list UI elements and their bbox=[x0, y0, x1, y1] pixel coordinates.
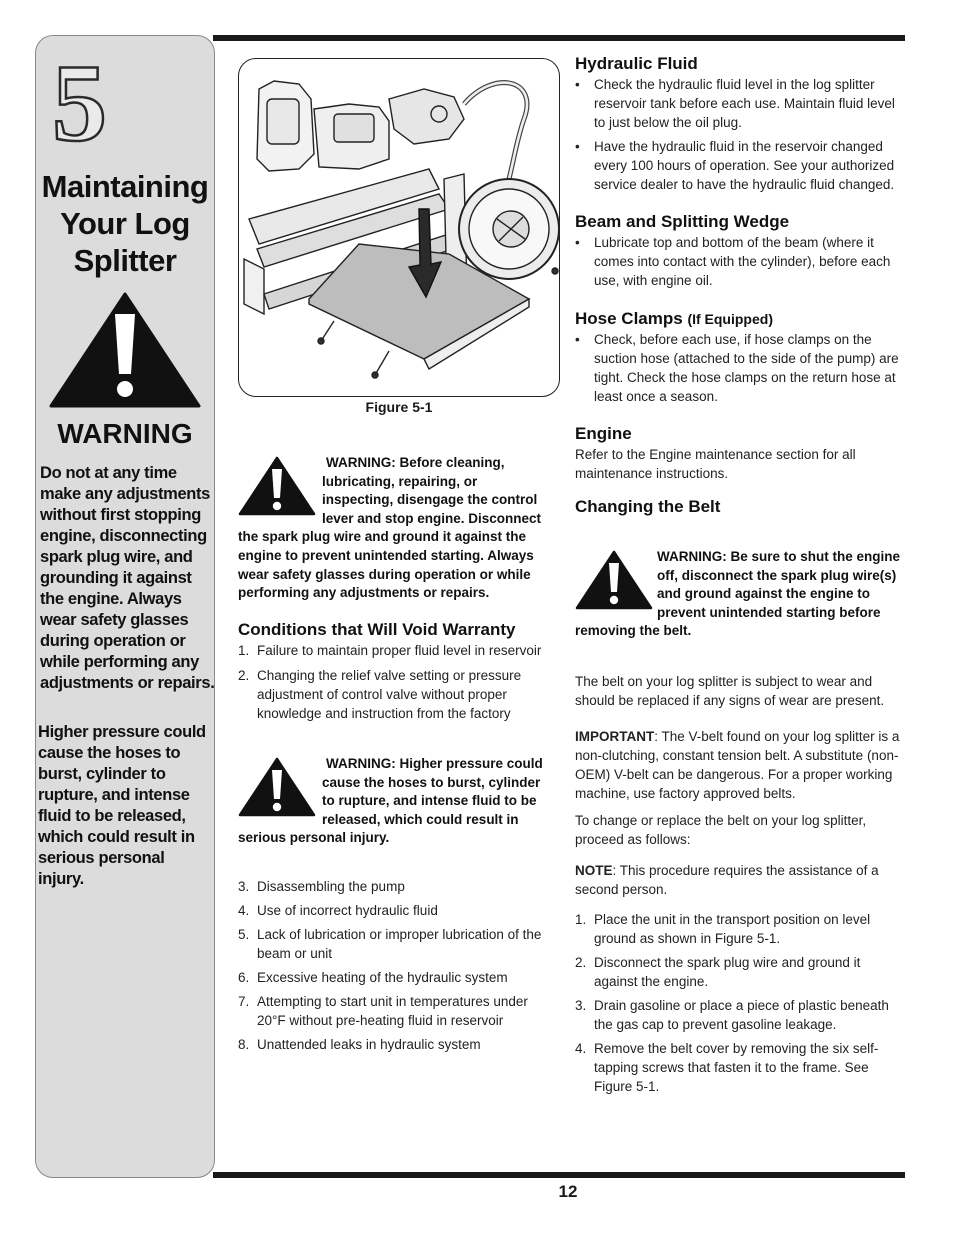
note-text bbox=[575, 861, 907, 899]
beam-list bbox=[575, 233, 905, 295]
warranty-heading: Conditions that Will Void Warranty bbox=[238, 620, 516, 639]
list-item: • Check, before each use, if hose clamps on the suction hose (attached to the side of the pump) are tight. Check the hose clamps on the return hose at least once a season. bbox=[575, 332, 899, 404]
hose-heading bbox=[575, 309, 773, 329]
list-item: 4. Use of incorrect hydraulic fluid bbox=[238, 903, 438, 918]
top-rule bbox=[213, 35, 905, 41]
warning-triangle-icon bbox=[238, 757, 316, 817]
page-number: 12 bbox=[558, 1182, 578, 1201]
warning-belt-text: WARNING: Be sure to shut the engine off, disconnect the spark plug wire(s) and ground against the engine to prevent unintended starting before removing the belt. bbox=[575, 549, 901, 639]
bottom-rule bbox=[213, 1172, 905, 1178]
list-item: 3. Drain gasoline or place a piece of plastic beneath the gas cap to prevent gasoline leakage. bbox=[575, 998, 889, 1032]
log-splitter-illustration bbox=[239, 59, 560, 397]
list-item: 2. Disconnect the spark plug wire and ground it against the engine. bbox=[575, 955, 861, 989]
warning-belt-block bbox=[575, 548, 900, 641]
chapter-title-line: Maintaining bbox=[41, 169, 209, 204]
warning-triangle-icon bbox=[575, 550, 653, 610]
list-item: 4. Remove the belt cover by removing the six self-tapping screws that fasten it to the frame. See Figure 5-1. bbox=[575, 1041, 879, 1094]
chapter-title-line: Splitter bbox=[73, 243, 177, 278]
warning-pressure-text: WARNING: Higher pressure could cause the hoses to burst, cylinder to rupture, and intense fluid to be released, which could result in serious personal injury. bbox=[238, 756, 543, 846]
beam-heading: Beam and Splitting Wedge bbox=[575, 212, 790, 231]
list-item: 1. Failure to maintain proper fluid level in reservoir bbox=[238, 643, 542, 658]
list-item: 8. Unattended leaks in hydraulic system bbox=[238, 1037, 481, 1052]
warning-triangle-icon bbox=[49, 292, 201, 408]
hydraulic-list bbox=[575, 75, 905, 199]
figure-illustration bbox=[238, 58, 560, 397]
chapter-title-line: Your Log bbox=[60, 206, 190, 241]
list-item: 1. Place the unit in the transport position on level ground as shown in Figure 5-1. bbox=[575, 912, 871, 946]
list-item: • Check the hydraulic fluid level in the log splitter reservoir tank before each use. Maintain fluid level to just below the oil plug. bbox=[575, 77, 895, 130]
hose-heading-suffix: (If Equipped) bbox=[687, 311, 773, 327]
belt-replace-text: To change or replace the belt on your log splitter, proceed as follows: bbox=[575, 813, 867, 847]
hose-list bbox=[575, 330, 905, 411]
hose-heading-text: Hose Clamps bbox=[575, 309, 683, 328]
belt-steps-list bbox=[575, 910, 907, 1101]
list-item: 2. Changing the relief valve setting or pressure adjustment of control valve without proper knowledge and instruction from the factory bbox=[238, 668, 522, 721]
sidebar-pressure-warning-text: Higher pressure could cause the hoses to burst, cylinder to rupture, and intense fluid to be released, which could result in serious personal injury. bbox=[38, 723, 206, 888]
warranty-list-b bbox=[238, 877, 554, 1059]
important-text: : The V-belt found on your log splitter is a non-clutching, constant tension belt. A substitute (non-OEM) V-belt can be dangerous. For a proper working machine, use factory approved belts. bbox=[575, 729, 900, 801]
list-item: 7. Attempting to start unit in temperatures under 20°F without pre-heating fluid in reservoir bbox=[238, 994, 528, 1028]
belt-heading: Changing the Belt bbox=[575, 497, 721, 516]
chapter-number: 5 bbox=[52, 42, 103, 164]
list-item: 3. Disassembling the pump bbox=[238, 879, 405, 894]
important-note bbox=[575, 727, 907, 803]
warning-heading: WARNING bbox=[57, 418, 193, 449]
warning-triangle-icon bbox=[238, 456, 316, 516]
note-body: : This procedure requires the assistance of a second person. bbox=[575, 863, 879, 897]
chapter-title bbox=[35, 168, 215, 279]
important-label: IMPORTANT bbox=[575, 729, 655, 744]
list-item: • Have the hydraulic fluid in the reservoir changed every 100 hours of operation. See your authorized service dealer to have the hydraulic fluid changed. bbox=[575, 139, 895, 192]
list-item: 6. Excessive heating of the hydraulic system bbox=[238, 970, 508, 985]
belt-wear-text: The belt on your log splitter is subject to wear and should be replaced if any signs of wear are present. bbox=[575, 674, 885, 708]
engine-heading: Engine bbox=[575, 424, 632, 443]
figure-caption: Figure 5-1 bbox=[365, 399, 433, 415]
warranty-list-a bbox=[238, 641, 554, 728]
note-label: NOTE bbox=[575, 863, 613, 878]
hydraulic-heading: Hydraulic Fluid bbox=[575, 54, 698, 73]
sidebar-warning-text: Do not at any time make any adjustments without first stopping engine, disconnecting spark plug wire, and grounding it against the engine. Always wear safety glasses during operation or while performing any adjustments or repairs. bbox=[40, 464, 215, 692]
engine-text: Refer to the Engine maintenance section for all maintenance instructions. bbox=[575, 447, 856, 481]
warning-pressure-block bbox=[238, 755, 548, 848]
warning-cleaning-text: WARNING: Before cleaning, lubricating, repairing, or inspecting, disengage the control lever and stop engine. Disconnect the spark plug wire and ground it against the engine to prevent unintended starting. Always wear safety glasses during operation or while performing any adjustments or repairs. bbox=[238, 455, 542, 601]
warning-cleaning-block bbox=[238, 454, 550, 603]
list-item: 5. Lack of lubrication or improper lubrication of the beam or unit bbox=[238, 927, 542, 961]
list-item: • Lubricate top and bottom of the beam (where it comes into contact with the cylinder), before each use, with engine oil. bbox=[575, 235, 891, 288]
